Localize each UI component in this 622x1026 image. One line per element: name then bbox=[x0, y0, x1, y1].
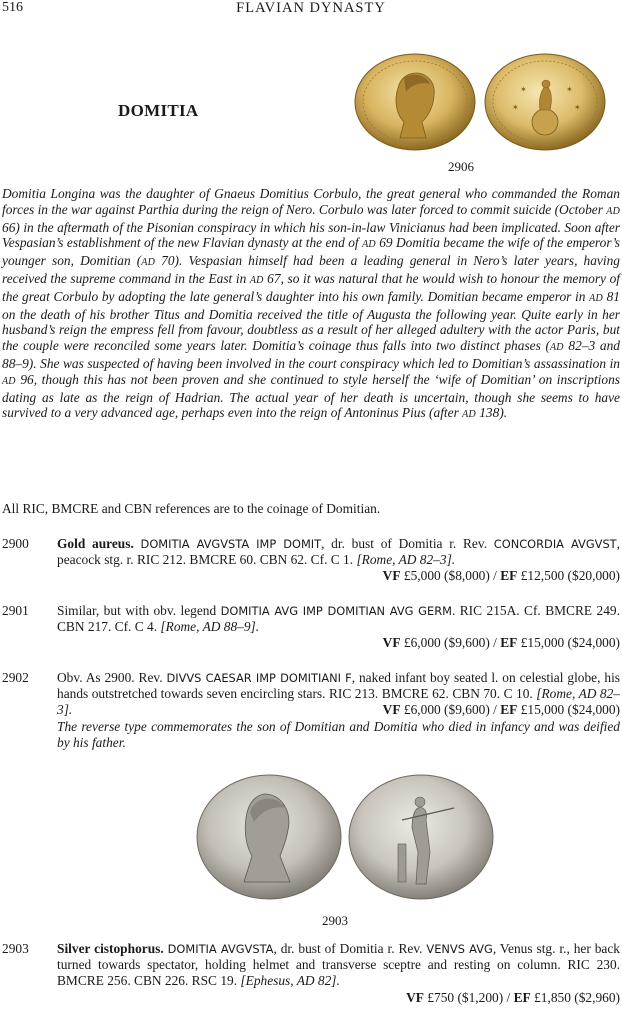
era-mark: AD bbox=[362, 239, 376, 251]
vf-price: £6,000 ($9,600) / bbox=[400, 635, 501, 651]
svg-text:✶: ✶ bbox=[574, 103, 581, 112]
price-line bbox=[57, 635, 620, 651]
era-mark: AD bbox=[141, 257, 155, 269]
obverse-legend: DOMITIA AVGVSTA IMP DOMIT bbox=[140, 537, 322, 551]
intro-text: 69 Domitia became the wife of the emperor’s younger son, Domitian ( bbox=[2, 235, 620, 269]
price-line bbox=[57, 990, 620, 1006]
ef-price: £15,000 ($24,000) bbox=[517, 702, 620, 718]
era-mark: AD bbox=[549, 342, 564, 354]
entry-text: , dr. bust of Domitia r. Rev. bbox=[273, 941, 427, 956]
page-number: 516 bbox=[2, 0, 23, 15]
coin-2906-reverse-image bbox=[482, 52, 608, 152]
coin-type: Silver cistophorus. bbox=[57, 941, 164, 956]
svg-text:✶: ✶ bbox=[566, 85, 573, 94]
reverse-legend: CONCORDIA AVGVST bbox=[493, 537, 617, 551]
grade-vf: VF bbox=[382, 635, 401, 651]
entry-number: 2902 bbox=[2, 670, 29, 685]
mint-date: [Rome, AD 88–9]. bbox=[160, 619, 260, 635]
figure-caption-2903: 2903 bbox=[322, 913, 348, 928]
entry-body bbox=[57, 670, 620, 751]
intro-text: Domitia Longina was the daughter of Gnaeus Domitius Corbulo, the great general who commanded the Roman forces in the war against Parthia during the reign of Nero. Corbulo was later forced to commit suicide (October bbox=[2, 186, 620, 217]
entry-text: , dr. bust of Domitia r. Rev. bbox=[321, 536, 494, 551]
coin-2903-obverse-image bbox=[194, 772, 344, 902]
price-line bbox=[57, 702, 620, 718]
mint-date: [Rome, AD 82–3]. bbox=[356, 552, 456, 568]
intro-text: 82–3 and 88–9). She was suspected of having been involved in the court conspiracy which led to Domitian’s assassination in bbox=[2, 338, 620, 371]
grade-vf: VF bbox=[382, 702, 401, 718]
entry-text: , Venus stg. r., her back turned towards spectator, holding helmet and transverse sceptre and resting on column. RIC 230. BMCRE 256. CBN 226. RSC 19. bbox=[57, 941, 620, 989]
intro-text: 96, though this has not been proven and she continued to style herself the ‘wife of Domitian’ on inscriptions dating as late as the reign of Hadrian. The actual year of her death is uncertain, though she seems to have survived to a very advanced age, perhaps even into the reign of Antoninus Pius (after bbox=[2, 371, 620, 421]
intro-text: 67, so it was natural that he would wish to honour the memory of the great Corbulo by adopting the late general’s daughter into his own family. Domitian became emperor in bbox=[2, 270, 620, 304]
coin-2903-reverse-image bbox=[346, 772, 496, 902]
entry-body bbox=[57, 941, 620, 1006]
era-mark: AD bbox=[462, 409, 476, 421]
entry-text: Obv. As 2900. Rev. bbox=[57, 670, 167, 685]
era-mark: AD bbox=[589, 292, 603, 304]
intro-text: 66) in the aftermath of the Pisonian conspiracy in which his son-in-law Vinicianus had been implicated. Soon after Vespasian’s establishment of the new Flavian dynasty at the end of bbox=[2, 219, 620, 251]
entry-body bbox=[57, 603, 620, 652]
mint-date: [Rome, AD 82–3]. bbox=[57, 686, 620, 718]
grade-vf: VF bbox=[382, 568, 401, 584]
grade-ef: EF bbox=[500, 635, 518, 651]
reverse-legend: VENVS AVG bbox=[426, 942, 493, 956]
era-mark: AD bbox=[606, 205, 621, 217]
vf-price: £5,000 ($8,000) / bbox=[400, 568, 501, 584]
page-header bbox=[0, 0, 622, 20]
entry-number: 2903 bbox=[2, 941, 29, 956]
intro-text: 81 on the death of his brother Titus and Domitia received the title of Augusta the following year. Quite early in her husband’s reign the empress fell from favour, doubtless as a result of her alleged adultery with the actor Paris, but the couple were reconciled some years later. Domitia’s coinage thus falls into two distinct phases ( bbox=[2, 288, 620, 354]
era-mark: AD bbox=[249, 274, 264, 286]
ef-price: £15,000 ($24,000) bbox=[517, 635, 620, 651]
intro-text: 70). Vespasian himself had been a leading general in Nero’s later years, having received the supreme command in the East in bbox=[2, 253, 620, 286]
entry-note: The reverse type commemorates the son of Domitian and Domitia who died in infancy and was deified by his father. bbox=[57, 718, 620, 750]
section-title: DOMITIA bbox=[118, 101, 199, 120]
mint-date: [Ephesus, AD 82]. bbox=[240, 973, 340, 989]
figure-caption-2906: 2906 bbox=[448, 159, 474, 174]
grade-ef: EF bbox=[500, 702, 518, 718]
references-note: All RIC, BMCRE and CBN references are to the coinage of Domitian. bbox=[2, 501, 381, 516]
entry-text: , naked infant boy seated l. on celestial globe, his hands outstretched towards seven encircling stars. RIC 213. BMCRE 62. CBN 70. C 10. bbox=[57, 670, 620, 702]
coin-2906-obverse-image bbox=[352, 52, 478, 152]
reverse-legend: DIVVS CAESAR IMP DOMITIANI F bbox=[166, 671, 352, 685]
intro-text: 138). bbox=[475, 405, 508, 421]
svg-text:✶: ✶ bbox=[520, 85, 527, 94]
entry-text: , peacock stg. r. RIC 212. BMCRE 60. CBN 62. Cf. C 1. bbox=[57, 536, 620, 568]
entry-text: Similar, but with obv. legend bbox=[57, 603, 221, 618]
price-line bbox=[57, 568, 620, 584]
grade-ef: EF bbox=[500, 568, 518, 584]
entry-number: 2901 bbox=[2, 603, 29, 618]
intro-paragraph bbox=[2, 186, 620, 423]
entry-number: 2900 bbox=[2, 536, 29, 551]
ef-price: £12,500 ($20,000) bbox=[517, 568, 620, 584]
grade-ef: EF bbox=[513, 989, 531, 1005]
entry-body bbox=[57, 536, 620, 585]
vf-price: £750 ($1,200) / bbox=[423, 989, 514, 1005]
obverse-legend: DOMITIA AVG IMP DOMITIAN AVG GERM bbox=[220, 604, 452, 618]
era-mark: AD bbox=[2, 375, 16, 387]
vf-price: £6,000 ($9,600) / bbox=[400, 702, 501, 718]
obverse-legend: DOMITIA AVGVSTA bbox=[167, 942, 274, 956]
coin-type: Gold aureus. bbox=[57, 536, 134, 551]
running-head: FLAVIAN DYNASTY bbox=[236, 0, 386, 16]
ef-price: £1,850 ($2,960) bbox=[530, 989, 620, 1005]
grade-vf: VF bbox=[406, 989, 424, 1005]
svg-text:✶: ✶ bbox=[512, 103, 519, 112]
entry-text: . RIC 215A. Cf. BMCRE 249. CBN 217. Cf. C 4. bbox=[57, 603, 620, 635]
